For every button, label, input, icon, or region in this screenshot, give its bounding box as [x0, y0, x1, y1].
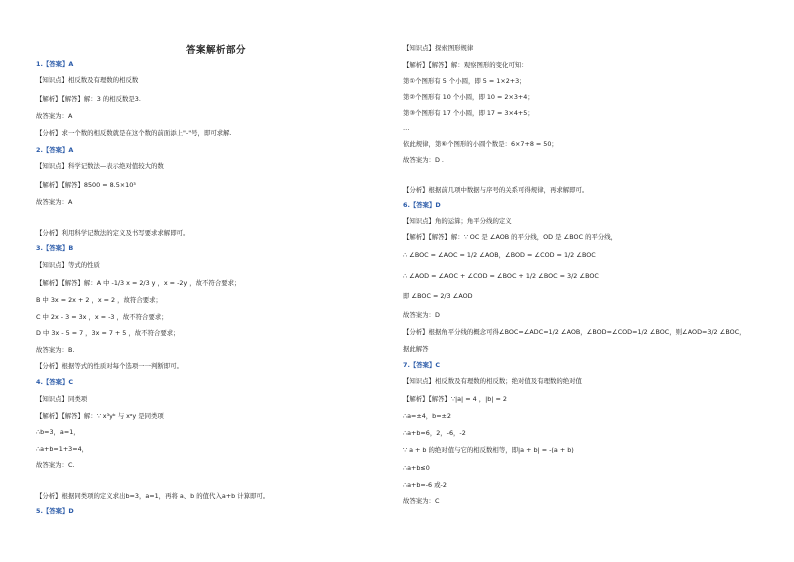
page-title: 答案解析部分 [186, 45, 247, 56]
answer-line: 5.【答案】D [36, 507, 74, 515]
text-line: 【解析】【解答】解：观察图形的变化可知： [403, 61, 528, 69]
text-line: 故答案为：D . [403, 156, 444, 164]
text-line: ∴b=3，a=1， [36, 428, 80, 436]
text-line: 故答案为：A [36, 112, 73, 120]
text-line: … [403, 124, 410, 132]
text-line: 【解析】【解答】解：∵ OC 是 ∠AOB 的平分线，OD 是 ∠BOC 的平分线， [403, 233, 618, 241]
text-line: 【分析】根据前几项中数据与序号的关系可得规律，再求解即可。 [403, 186, 589, 194]
text-line: 【知识点】同类项 [36, 395, 88, 403]
answer-line: 1.【答案】A [36, 60, 74, 68]
text-line: ∵ a + b 的绝对值与它的相反数相等，即|a + b| = -(a + b) [403, 446, 574, 454]
text-line: C 中 2x - 3 = 3x ，x = -3 ，故不符合要求； [36, 313, 168, 321]
text-line: B 中 3x = 2x + 2 ，x = 2 ，故符合要求； [36, 296, 162, 304]
text-line: 第②个图形有 10 个小圆，即 10 = 2×3+4； [403, 93, 534, 101]
text-line: ∴a+b=6，2，-6，-2 [403, 429, 466, 437]
text-line: 【分析】根据角平分线的概念可得∠BOC=∠ADC=1/2 ∠AOB，∠BOD=∠COD=1/2 ∠BOC，则∠AOD=3/2 ∠BOC， [403, 328, 746, 336]
text-line: 【知识点】相反数及有理数的相反数；绝对值及有理数的绝对值 [403, 377, 582, 385]
answer-line: 6.【答案】D [403, 201, 441, 209]
text-line: 据此解答 [403, 345, 429, 353]
answer-line: 3.【答案】B [36, 244, 74, 252]
text-line: 【知识点】科学记数法—表示绝对值较大的数 [36, 162, 164, 170]
text-line: 故答案为：B. [36, 346, 75, 354]
text-line: D 中 3x - 5 = 7 ，3x = 7 + 5 ，故不符合要求； [36, 329, 180, 337]
text-line: 依此规律，第⑥个图形的小圆个数是：6×7+8 = 50； [403, 140, 558, 148]
text-line: 【分析】根据同类项的定义求出b=3，a=1，再将 a、b 的值代入a+b 计算即可。 [36, 492, 270, 500]
answer-line: 4.【答案】C [36, 378, 74, 386]
text-line: 即 ∠BOC = 2/3 ∠AOD [403, 292, 473, 300]
text-line: 【解析】【解答】解：A 中 -1/3 x = 2/3 y ，x = -2y ，故不符合要求； [36, 279, 241, 287]
text-line: ∴ ∠AOD = ∠AOC + ∠COD = ∠BOC + 1/2 ∠BOC = 3/2 ∠BOC [403, 272, 599, 280]
text-line: 【解析】【解答】8500 = 8.5×10³ [36, 181, 136, 189]
text-line: ∴a+b=1+3=4， [36, 445, 89, 453]
text-line: 【分析】根据等式的性质对每个选项一一判断即可。 [36, 362, 183, 370]
text-line: 【分析】求一个数的相反数就是在这个数的前面添上"-"号，即可求解. [36, 129, 232, 137]
text-line: 【知识点】角的运算；角平分线的定义 [403, 217, 512, 225]
text-line: 故答案为：A [36, 198, 73, 206]
text-line: 故答案为：C. [36, 461, 75, 469]
text-line: 【解析】【解答】解：∵ x³yᵇ 与 xᵃy 是同类项 [36, 412, 164, 420]
text-line: ∴a+b=-6 或-2 [403, 481, 447, 489]
text-line: 【知识点】探索图形规律 [403, 44, 474, 52]
text-line: 【解析】【解答】∵|a| = 4 ，|b| = 2 [403, 395, 507, 403]
text-line: 故答案为：D [403, 311, 440, 319]
text-line: 故答案为：C [403, 497, 440, 505]
text-line: 第③个图形有 17 个小圆，即 17 = 3×4+5； [403, 109, 534, 117]
text-line: 第①个图形有 5 个小圆，即 5 = 1×2+3； [403, 77, 526, 85]
text-line: 【分析】利用科学记数法的定义及书写要求求解即可。 [36, 229, 190, 237]
text-line: ∴a=±4，b=±2 [403, 412, 451, 420]
answer-line: 7.【答案】C [403, 361, 441, 369]
text-line: 【知识点】相反数及有理数的相反数 [36, 76, 139, 84]
text-line: ∴ ∠BOC = ∠AOC = 1/2 ∠AOB，∠BOD = ∠COD = 1/2 ∠BOC [403, 251, 596, 259]
text-line: ∴a+b≤0 [403, 464, 430, 472]
text-line: 【知识点】等式的性质 [36, 261, 100, 269]
text-line: 【解析】【解答】解：3 的相反数是3. [36, 95, 141, 103]
answer-line: 2.【答案】A [36, 146, 74, 154]
